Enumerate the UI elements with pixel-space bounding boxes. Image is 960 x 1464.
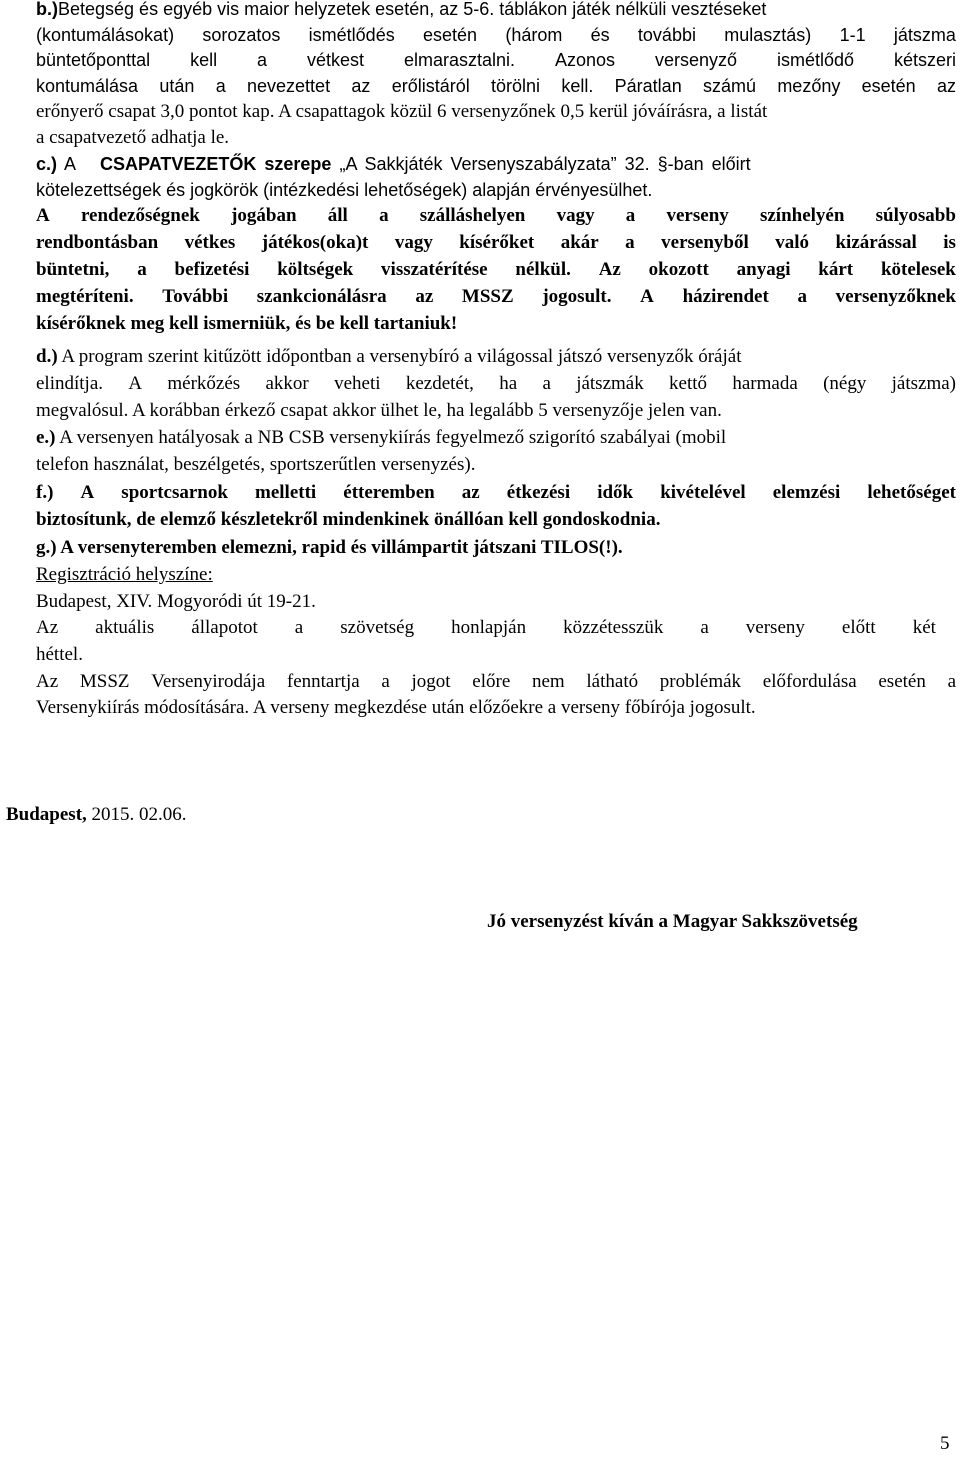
word: állapotot bbox=[191, 617, 258, 638]
word: színhelyén bbox=[759, 205, 845, 226]
word: okozott bbox=[648, 259, 709, 280]
para-d-text1: A program szerint kitűzött időpontban a versenybíró a világossal játszó versenyzők óráját bbox=[57, 346, 742, 367]
word: MSSZ bbox=[79, 671, 130, 692]
word: a bbox=[294, 617, 304, 638]
org-line5: kísérőknek meg kell ismerniük, és be kell tartaniuk! bbox=[36, 313, 458, 334]
word: megtéríteni. bbox=[36, 286, 134, 307]
word: sorozatos bbox=[202, 25, 281, 45]
word: elmarasztalni. bbox=[403, 50, 516, 70]
para-e-text1: A versenyen hatályosak a NB CSB versenykiírás fegyelmező szigorító szabályai (mobil bbox=[55, 427, 727, 448]
word: Az bbox=[36, 617, 59, 638]
registration-line3 bbox=[36, 669, 956, 695]
registration-address: Budapest, XIV. Mogyoródi út 19-21. bbox=[36, 591, 316, 612]
word: kezdetét, bbox=[405, 373, 474, 394]
word: elindítja. bbox=[36, 373, 104, 394]
word: aktuális bbox=[95, 617, 155, 638]
closing-wish: Jó versenyzést kíván a Magyar Sakkszövetség bbox=[487, 911, 858, 932]
para-b-line6: a csapatvezető adhatja le. bbox=[36, 127, 230, 148]
word: az bbox=[461, 482, 480, 503]
word: szövetség bbox=[340, 617, 415, 638]
word: problémák bbox=[659, 671, 742, 692]
word: közzétesszük bbox=[563, 617, 664, 638]
para-c-title: CSAPATVEZETŐK szerepe bbox=[100, 154, 332, 174]
para-g-line1: g.) A versenyteremben elemezni, rapid és villámpartit játszani TILOS(!). bbox=[36, 537, 623, 558]
word: esetén bbox=[861, 76, 916, 96]
word: és bbox=[590, 25, 610, 45]
word: kettő bbox=[669, 373, 708, 394]
word: honlapján bbox=[451, 617, 527, 638]
word: előre bbox=[472, 671, 511, 692]
para-d-line2 bbox=[36, 371, 956, 397]
word: kétszeri bbox=[893, 50, 956, 70]
para-b-line4 bbox=[36, 73, 956, 99]
word: Az bbox=[36, 671, 59, 692]
word: nevezettet bbox=[247, 76, 331, 96]
word: kivételével bbox=[660, 482, 746, 503]
org-line1 bbox=[36, 203, 956, 229]
word: is bbox=[943, 232, 956, 253]
para-b-text1: Betegség és egyéb vis maior helyzetek esetén, az 5-6. táblákon játék nélküli vesztéseket bbox=[58, 0, 767, 19]
place-city: Budapest, bbox=[6, 804, 87, 825]
word: a bbox=[947, 671, 956, 692]
word: nélkül. bbox=[515, 259, 571, 280]
para-b-label: b.) bbox=[36, 0, 58, 19]
para-e-line1 bbox=[36, 425, 726, 451]
word: étteremben bbox=[343, 482, 435, 503]
word: MSSZ bbox=[461, 286, 514, 307]
word: sportcsarnok bbox=[121, 482, 228, 503]
para-f-line2: biztosítunk, de elemző készletekről mindenkinek önállóan kell gondoskodnia. bbox=[36, 509, 661, 530]
word: játszma bbox=[893, 25, 956, 45]
word: az bbox=[936, 76, 956, 96]
word: A bbox=[128, 373, 143, 394]
word: idők bbox=[597, 482, 634, 503]
para-b-line5: erőnyerő csapat 3,0 pontot kap. A csapattagok közül 6 versenyzőnek 0,5 kerül jóváírásra, a listát bbox=[36, 101, 768, 122]
word: törölni bbox=[491, 76, 541, 96]
registration-line1 bbox=[36, 615, 936, 641]
word: áll bbox=[327, 205, 348, 226]
word: mérkőzés bbox=[167, 373, 241, 394]
word: mezőny bbox=[777, 76, 841, 96]
word: versenyből bbox=[661, 232, 749, 253]
word: (kontumálásokat) bbox=[36, 25, 175, 45]
word: a bbox=[625, 232, 635, 253]
word: két bbox=[912, 617, 936, 638]
para-c-label: c.) bbox=[36, 154, 58, 174]
word: előfordulása bbox=[762, 671, 857, 692]
word: való bbox=[775, 232, 809, 253]
org-line4 bbox=[36, 284, 956, 310]
word: (négy bbox=[823, 373, 867, 394]
word: anyagi bbox=[736, 259, 791, 280]
para-c-quote: „A Sakkjáték Versenyszabályzata” 32. §-ban előirt bbox=[339, 154, 751, 174]
word: (három bbox=[505, 25, 563, 45]
word: előtt bbox=[841, 617, 876, 638]
word: Azonos bbox=[554, 50, 616, 70]
word: További bbox=[162, 286, 229, 307]
word: szankcionálásra bbox=[256, 286, 387, 307]
word: A bbox=[640, 286, 654, 307]
registration-title-text: Regisztráció helyszíne: bbox=[36, 564, 213, 585]
word: számú bbox=[703, 76, 757, 96]
para-d-label: d.) bbox=[36, 346, 58, 367]
word: vétkes bbox=[184, 232, 236, 253]
place-date bbox=[6, 802, 187, 828]
word: további bbox=[637, 25, 696, 45]
word: melletti bbox=[255, 482, 317, 503]
word: mulasztás) bbox=[724, 25, 812, 45]
org-line3 bbox=[36, 257, 956, 283]
word: a bbox=[257, 50, 268, 70]
word: házirendet bbox=[682, 286, 769, 307]
word: kötelesek bbox=[880, 259, 956, 280]
para-b-line1 bbox=[36, 0, 956, 22]
word: vétkest bbox=[307, 50, 365, 70]
para-b-line2 bbox=[36, 22, 956, 48]
word: kell bbox=[190, 50, 218, 70]
word: veheti bbox=[334, 373, 381, 394]
word: látható bbox=[586, 671, 639, 692]
para-e-label: e.) bbox=[36, 427, 56, 448]
word: jogában bbox=[231, 205, 297, 226]
word: visszatérítése bbox=[381, 259, 488, 280]
word: kárt bbox=[818, 259, 854, 280]
word: nem bbox=[531, 671, 565, 692]
word: f.) bbox=[36, 482, 54, 503]
word: súlyosabb bbox=[875, 205, 956, 226]
word: akkor bbox=[265, 373, 309, 394]
page-number: 5 bbox=[940, 1433, 950, 1454]
word: fenntartja bbox=[286, 671, 360, 692]
word: befizetési bbox=[174, 259, 250, 280]
word: kontumálása bbox=[36, 76, 139, 96]
word: Az bbox=[598, 259, 621, 280]
word: a bbox=[625, 205, 636, 226]
word: jogot bbox=[411, 671, 451, 692]
para-c-a: A bbox=[57, 154, 77, 174]
word: vagy bbox=[394, 232, 433, 253]
word: ismétlődő bbox=[776, 50, 855, 70]
word: harmada bbox=[732, 373, 798, 394]
word: a bbox=[379, 205, 389, 226]
word: elemzési bbox=[772, 482, 841, 503]
word: kísérőket bbox=[459, 232, 535, 253]
word: büntetni, bbox=[36, 259, 110, 280]
word: jogosult. bbox=[542, 286, 612, 307]
word: akár bbox=[560, 232, 599, 253]
word: ismétlődés bbox=[308, 25, 395, 45]
word: étkezési bbox=[506, 482, 571, 503]
registration-line4: Versenykiírás módosítására. A verseny megkezdése után előzőekre a verseny főbírója jogosult. bbox=[36, 697, 756, 718]
para-c-line2: kötelezettségek és jogkörök (intézkedési lehetőségek) alapján érvényesülhet. bbox=[36, 180, 653, 200]
word: esetén bbox=[423, 25, 478, 45]
word: lehetőséget bbox=[867, 482, 956, 503]
word: erőlistáról bbox=[391, 76, 470, 96]
para-c-line1 bbox=[36, 151, 751, 177]
org-line2 bbox=[36, 230, 956, 256]
word: költségek bbox=[277, 259, 354, 280]
word: a bbox=[215, 76, 226, 96]
word: a bbox=[137, 259, 147, 280]
word: Versenyirodája bbox=[151, 671, 266, 692]
para-b-line3 bbox=[36, 47, 956, 73]
para-d-line1 bbox=[36, 344, 741, 370]
word: esetén bbox=[878, 671, 926, 692]
word: verseny bbox=[745, 617, 805, 638]
para-e-line2: telefon használat, beszélgetés, sportszerűtlen versenyzés). bbox=[36, 454, 476, 475]
word: A bbox=[80, 482, 95, 503]
word: játszma) bbox=[891, 373, 956, 394]
word: játékos(oka)t bbox=[261, 232, 369, 253]
word: büntetőponttal bbox=[36, 50, 151, 70]
registration-line2: héttel. bbox=[36, 644, 83, 665]
word: játszmák bbox=[576, 373, 644, 394]
word: a bbox=[381, 671, 390, 692]
date-text: 2015. 02.06. bbox=[86, 804, 187, 825]
word: kell. bbox=[561, 76, 594, 96]
word: szálláshelyen bbox=[419, 205, 526, 226]
word: a bbox=[797, 286, 807, 307]
word: versenyzőknek bbox=[835, 286, 956, 307]
word: után bbox=[159, 76, 195, 96]
word: az bbox=[415, 286, 434, 307]
word: versenyző bbox=[654, 50, 738, 70]
word: a bbox=[542, 373, 551, 394]
word: rendezőségnek bbox=[80, 205, 200, 226]
word: 1-1 bbox=[839, 25, 866, 45]
word: a bbox=[700, 617, 709, 638]
registration-title bbox=[36, 562, 213, 588]
word: A bbox=[36, 205, 50, 226]
word: vagy bbox=[556, 205, 595, 226]
word: az bbox=[351, 76, 371, 96]
para-f-line1 bbox=[36, 480, 956, 506]
word: Páratlan bbox=[614, 76, 682, 96]
word: verseny bbox=[666, 205, 729, 226]
word: rendbontásban bbox=[36, 232, 159, 253]
word: kizárással bbox=[835, 232, 917, 253]
para-d-line3: megvalósul. A korábban érkező csapat akkor ülhet le, ha legalább 5 versenyzője jelen van. bbox=[36, 400, 722, 421]
word: ha bbox=[499, 373, 518, 394]
